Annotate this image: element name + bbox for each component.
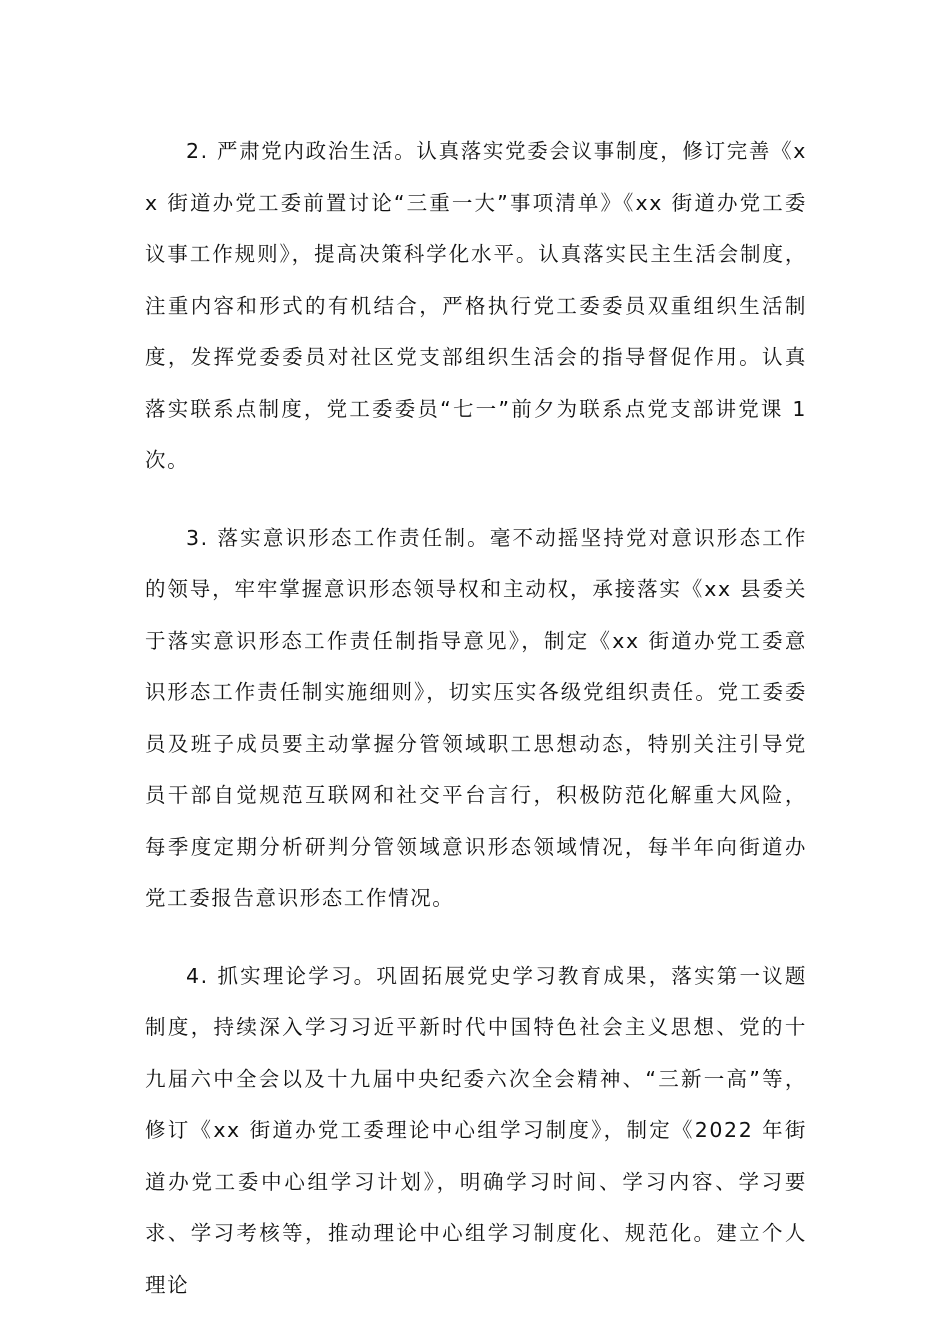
document-body <box>145 126 807 1311</box>
paragraph-item-3: 3. 落实意识形态工作责任制。毫不动摇坚持党对意识形态工作的领导，牢牢掌握意识形态领导权和主动权，承接落实《xx 县委关于落实意识形态工作责任制指导意见》，制定《xx 街道办党工委意识形态工作责任制实施细则》，切实压实各级党组织责任。党工委委员及班子成员要主动掌握分管领域职工思想动态，特别关注引导党员干部自觉规范互联网和社交平台言行，积极防范化解重大风险，每季度定期分析研判分管领域意识形态领域情况，每半年向街道办党工委报告意识形态工作情况。 <box>145 525 807 910</box>
paragraph-item-2: 2. 严肃党内政治生活。认真落实党委会议事制度，修订完善《xx 街道办党工委前置讨论“三重一大”事项清单》《xx 街道办党工委议事工作规则》，提高决策科学化水平。认真落实民主生活会制度，注重内容和形式的有机结合，严格执行党工委委员双重组织生活制度，发挥党委委员对社区党支部组织生活会的指导督促作用。认真落实联系点制度，党工委委员“七一”前夕为联系点党支部讲党课 1 次。 <box>145 139 807 472</box>
paragraph-item-4: 4. 抓实理论学习。巩固拓展党史学习教育成果，落实第一议题制度，持续深入学习习近平新时代中国特色社会主义思想、党的十九届六中全会以及十九届中央纪委六次全会精神、“三新一高”等，修订《xx 街道办党工委理论中心组学习制度》，制定《2022 年街道办党工委中心组学习计划》，明确学习时间、学习内容、学习要求、学习考核等，推动理论中心组学习制度化、规范化。建立个人理论 <box>145 963 807 1297</box>
